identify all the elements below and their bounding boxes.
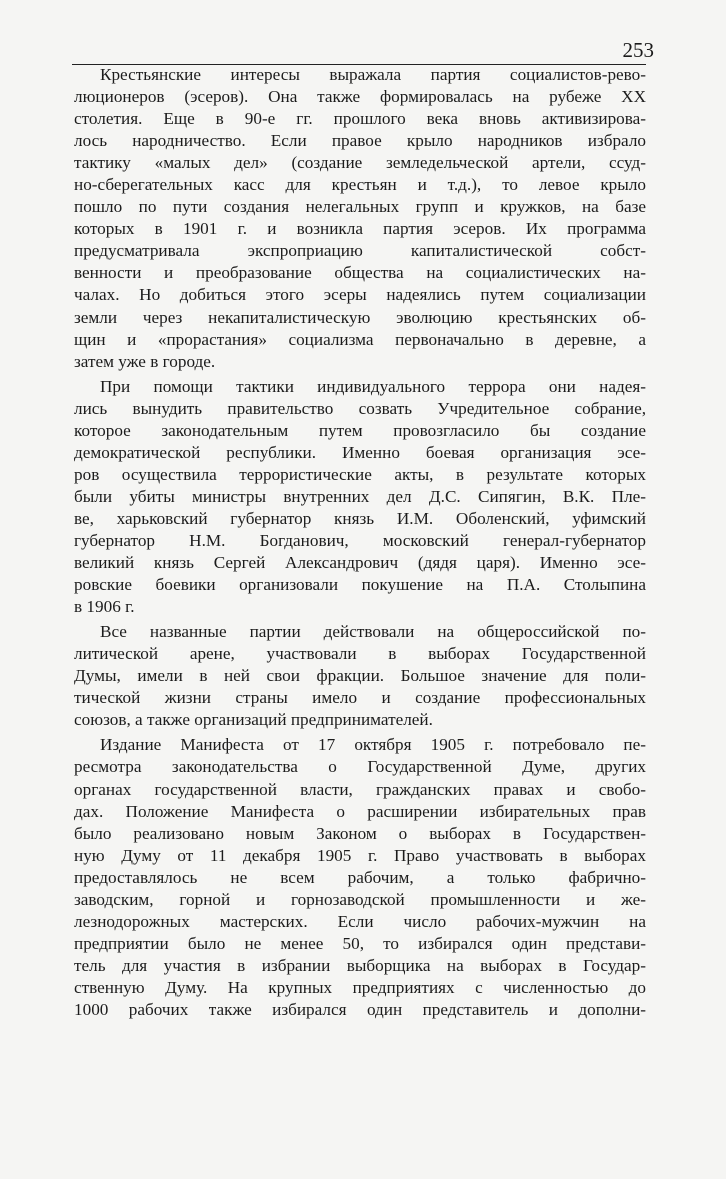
- text-line: Думы, имели в ней свои фракции. Большое значение для поли-: [74, 666, 646, 686]
- text-line: заводским, горной и горнозаводской промышленности и же-: [74, 889, 646, 909]
- text-line: столетия. Еще в 90-е гг. прошлого века вновь активизирова-: [74, 109, 646, 129]
- text-line: ресмотра законодательства о Государственной Думе, других: [74, 757, 646, 777]
- page-number: 253: [622, 38, 654, 62]
- text-line: тической жизни страны имело и создание профессиональных: [74, 688, 646, 708]
- text-line: ровские боевики организовали покушение на П.А. Столыпина: [74, 575, 646, 595]
- text-line: Издание Манифеста от 17 октября 1905 г. потребовало пе-: [100, 735, 646, 755]
- paragraph: [74, 376, 646, 619]
- text-line: лись вынудить правительство созвать Учредительное собрание,: [74, 398, 646, 418]
- text-line: литической арене, участвовали в выборах Государственной: [74, 644, 646, 664]
- text-line: люционеров (эсеров). Она также формировалась на рубеже XX: [74, 87, 646, 107]
- text-line: лезнодорожных мастерских. Если число рабочих-мужчин на: [74, 911, 646, 931]
- text-line: которых в 1901 г. и возникла партия эсеров. Их программа: [74, 219, 646, 239]
- text-line: затем уже в городе.: [74, 351, 216, 371]
- text-line: Все названные партии действовали на общероссийской по-: [100, 622, 646, 642]
- text-line: дах. Положение Манифеста о расширении избирательных прав: [74, 801, 646, 821]
- paragraph: [74, 621, 646, 731]
- text-line: венности и преобразование общества на социалистических на-: [74, 263, 646, 283]
- text-line: были убиты министры внутренних дел Д.С. Сипягин, В.К. Пле-: [74, 486, 646, 506]
- text-line: тактику «малых дел» (создание земледельческой артели, ссуд-: [74, 153, 646, 173]
- text-line: При помощи тактики индивидуального террора они надея-: [100, 376, 646, 396]
- text-line: губернатор Н.М. Богданович, московский генерал-губернатор: [74, 530, 646, 550]
- text-line: щин и «прорастания» социализма первоначально в деревне, а: [74, 329, 646, 349]
- text-column: [74, 64, 646, 1021]
- text-line: в 1906 г.: [74, 597, 135, 617]
- text-line: 1000 рабочих также избирался один представитель и дополни-: [74, 999, 646, 1019]
- text-line: Крестьянские интересы выражала партия социалистов-рево-: [100, 65, 646, 84]
- text-line: союзов, а также организаций предпринимателей.: [74, 710, 433, 730]
- text-line: чалах. Но добиться этого эсеры надеялись путем социализации: [74, 285, 646, 305]
- text-line: тель для участия в избрании выборщика на выборах в Государ-: [74, 955, 646, 975]
- text-line: которое законодательным путем провозгласило бы создание: [74, 420, 646, 440]
- text-line: но-сберегательных касс для крестьян и т.д.), то левое крыло: [74, 175, 646, 195]
- text-line: было реализовано новым Законом о выборах в Государствен-: [74, 823, 646, 843]
- text-line: великий князь Сергей Александрович (дядя царя). Именно эсе-: [74, 553, 646, 573]
- text-line: ную Думу от 11 декабря 1905 г. Право участвовать в выборах: [74, 845, 646, 865]
- text-line: земли через некапиталистическую эволюцию крестьянских об-: [74, 307, 646, 327]
- text-line: ве, харьковский губернатор князь И.М. Оболенский, уфимский: [74, 508, 646, 528]
- text-line: ров осуществила террористические акты, в результате которых: [74, 464, 646, 484]
- text-line: лось народничество. Если правое крыло народников избрало: [74, 131, 646, 151]
- text-line: пошло по пути создания нелегальных групп и кружков, на базе: [74, 197, 646, 217]
- paragraph: [74, 64, 646, 373]
- text-line: предусматривала экспроприацию капиталистической собст-: [74, 241, 646, 261]
- text-line: предприятии было не менее 50, то избирался один представи-: [74, 933, 646, 953]
- text-line: демократической республики. Именно боевая организация эсе-: [74, 442, 646, 462]
- text-line: ственную Думу. На крупных предприятиях с численностью до: [74, 977, 646, 997]
- text-line: органах государственной власти, гражданских правах и свобо-: [74, 779, 646, 799]
- text-line: предоставлялось не всем рабочим, а только фабрично-: [74, 867, 646, 887]
- paragraph: [74, 734, 646, 1021]
